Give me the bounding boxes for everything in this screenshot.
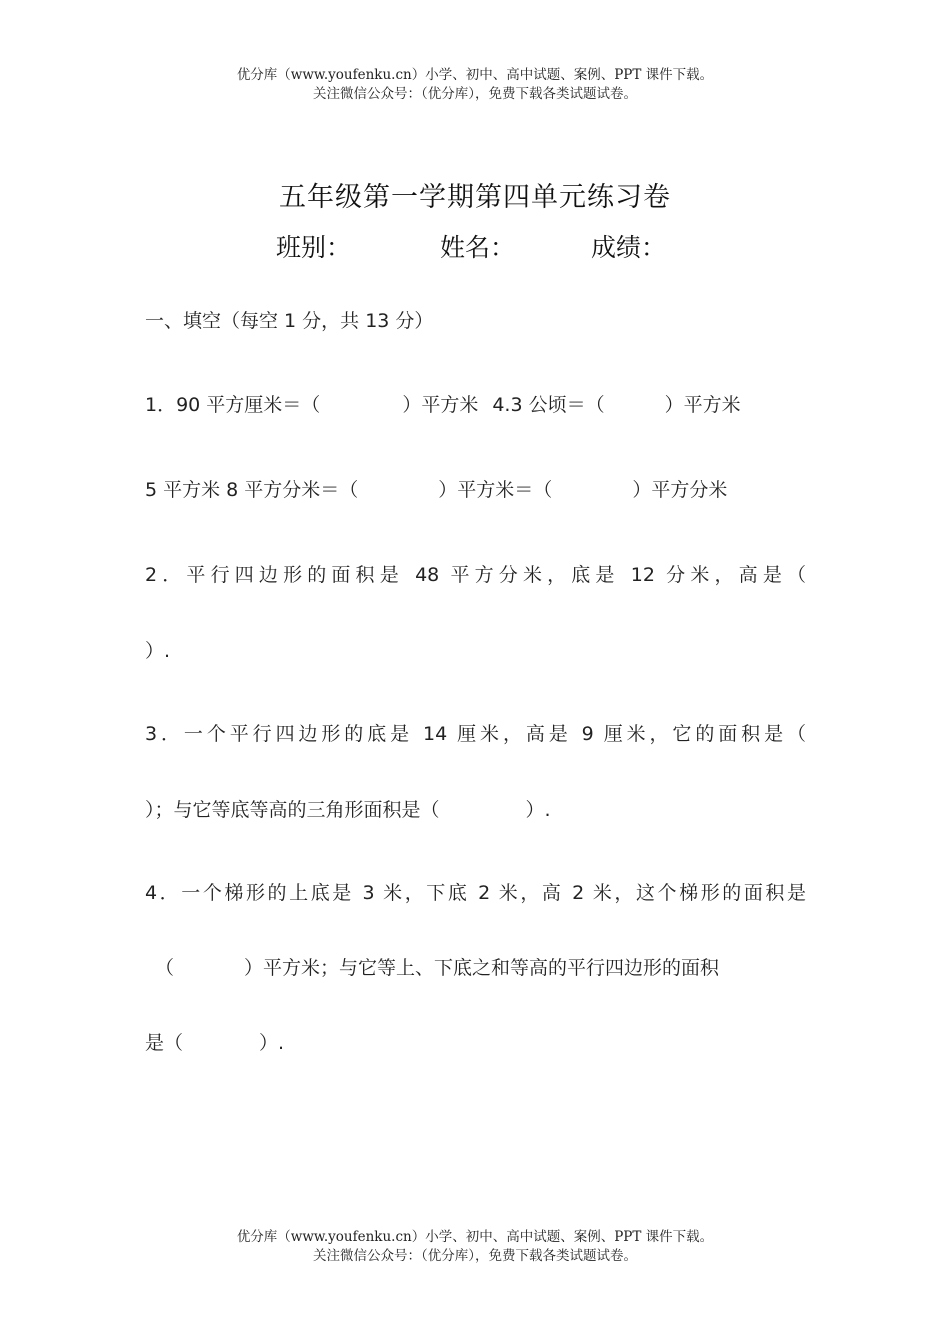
question-1-line-2 bbox=[145, 475, 727, 505]
question-4-line-1: 4．一个梯形的上底是 3 米，下底 2 米，高 2 米，这个梯形的面积是 bbox=[145, 882, 806, 904]
page-title: 五年级第一学期第四单元练习卷 bbox=[279, 182, 671, 213]
page-footer bbox=[0, 1228, 950, 1266]
q1-text-4: ）平方米 bbox=[664, 394, 741, 416]
question-1-line-1 bbox=[145, 390, 741, 420]
section-1-heading: 一、填空（每空 1 分，共 13 分） bbox=[145, 310, 434, 332]
score-label: 成绩： bbox=[591, 233, 667, 262]
question-2-line-2: ）. bbox=[145, 640, 171, 662]
q1-text-2: ）平方米 bbox=[402, 394, 479, 416]
header-line-1: 优分库（www.youfenku.cn）小学、初中、高中试题、案例、PPT 课件下载。 bbox=[236, 67, 714, 83]
q3-text-2: ）. bbox=[525, 799, 551, 821]
question-4-line-2 bbox=[145, 953, 719, 983]
q1-text-1: 1．90 平方厘米＝（ bbox=[145, 394, 321, 416]
q1b-text-2: ）平方米＝（ bbox=[438, 479, 553, 501]
question-2-line-1: 2．平行四边形的面积是 48 平方分米，底是 12 分米，高是（ bbox=[145, 564, 806, 586]
name-label: 姓名： bbox=[440, 233, 516, 262]
question-3-line-1: 3．一个平行四边形的底是 14 厘米，高是 9 厘米，它的面积是（ bbox=[145, 723, 806, 745]
q4-text-1: （ bbox=[155, 957, 175, 979]
page-header bbox=[0, 66, 950, 104]
question-4-line-3 bbox=[145, 1028, 284, 1058]
q4-text-4: ）. bbox=[259, 1032, 285, 1054]
q4-text-3: 是（ bbox=[145, 1032, 184, 1054]
question-3-line-2 bbox=[145, 795, 551, 825]
q1b-text-3: ）平方分米 bbox=[632, 479, 728, 501]
q1-text-3: 4.3 公顷＝（ bbox=[492, 394, 605, 416]
footer-line-2: 关注微信公众号：（优分库），免费下载各类试题试卷。 bbox=[313, 1248, 637, 1264]
class-label: 班别： bbox=[276, 233, 352, 262]
header-line-2: 关注微信公众号：（优分库），免费下载各类试题试卷。 bbox=[313, 86, 637, 102]
q3-text-1: ）；与它等底等高的三角形面积是（ bbox=[145, 799, 440, 821]
q1b-text-1: 5 平方米 8 平方分米＝（ bbox=[145, 479, 359, 501]
q4-text-2: ）平方米；与它等上、下底之和等高的平行四边形的面积 bbox=[244, 957, 720, 979]
footer-line-1: 优分库（www.youfenku.cn）小学、初中、高中试题、案例、PPT 课件下载。 bbox=[236, 1229, 714, 1245]
